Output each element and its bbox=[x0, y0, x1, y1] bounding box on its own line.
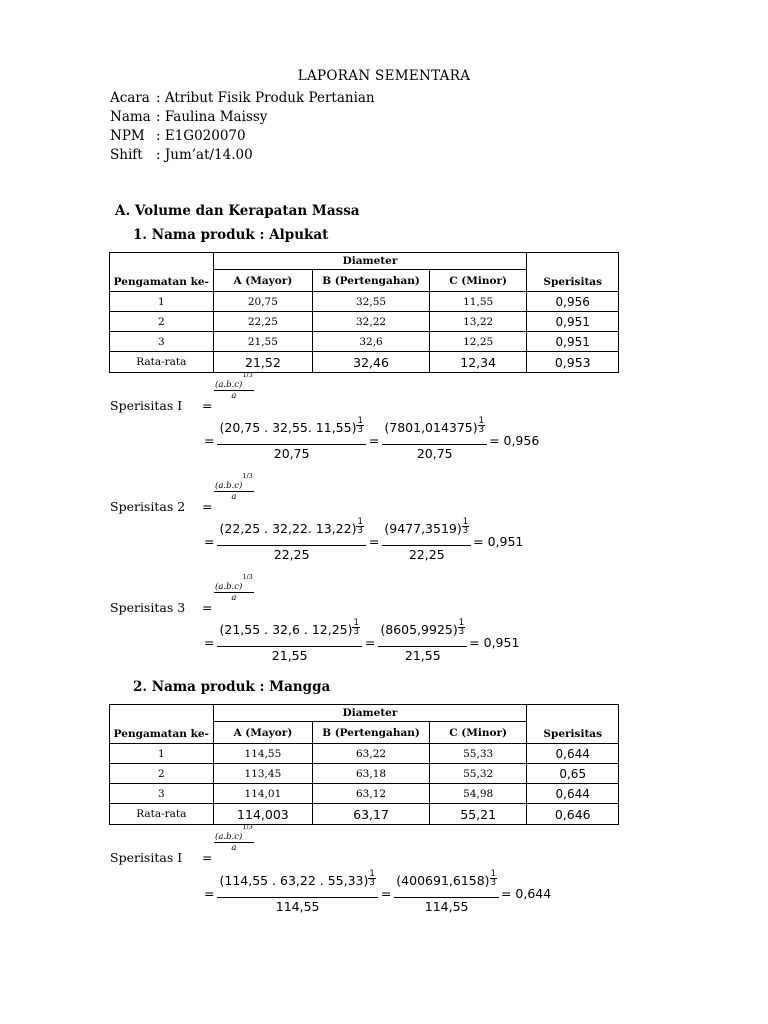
exp-num: 1 bbox=[458, 618, 465, 628]
table-row bbox=[110, 784, 619, 804]
calc-fraction-2 bbox=[382, 416, 487, 461]
col-header-observation: Pengamatan ke- bbox=[110, 705, 214, 744]
cell-sphericity: 0,644 bbox=[527, 744, 619, 764]
equals: = bbox=[204, 433, 215, 448]
cell-obs: 3 bbox=[110, 332, 214, 352]
col-header-observation: Pengamatan ke- bbox=[110, 253, 214, 292]
cell-avg-c: 55,21 bbox=[429, 804, 527, 825]
exp-den: 3 bbox=[462, 526, 469, 536]
calc-fraction-2 bbox=[394, 869, 499, 914]
info-label: Acara bbox=[110, 90, 150, 106]
info-nama bbox=[110, 109, 267, 125]
cell-c: 54,98 bbox=[429, 784, 527, 804]
calc-value: (7801,014375) bbox=[384, 420, 478, 435]
info-value: : Faulina Maissy bbox=[156, 109, 268, 125]
calc-row bbox=[201, 618, 520, 663]
col-header-a: A (Mayor) bbox=[213, 722, 313, 744]
calc-product: (22,25 . 32,22. 13,22) bbox=[219, 521, 357, 536]
equals: = bbox=[364, 635, 376, 650]
exp-den: 3 bbox=[490, 878, 496, 888]
cell-avg-sphericity: 0,953 bbox=[527, 352, 619, 373]
cell-avg-sphericity: 0,646 bbox=[527, 804, 619, 825]
info-label: Nama bbox=[110, 109, 151, 125]
calc-value: (8605,9925) bbox=[380, 622, 458, 637]
equals: = bbox=[204, 886, 215, 901]
formula-eq: = bbox=[202, 600, 213, 615]
exp-num: 1 bbox=[242, 472, 247, 480]
calc-result: = 0,644 bbox=[500, 886, 552, 901]
info-acara bbox=[110, 90, 375, 106]
col-header-sphericity: Sperisitas bbox=[527, 253, 619, 292]
col-header-diameter: Diameter bbox=[213, 253, 527, 270]
info-label: NPM bbox=[110, 128, 145, 144]
table-row bbox=[110, 744, 619, 764]
cell-sphericity: 0,951 bbox=[527, 332, 619, 352]
formula-denominator: a bbox=[231, 592, 237, 603]
cell-c: 13,22 bbox=[429, 312, 527, 332]
exp-num: 1 bbox=[242, 823, 247, 831]
equals: = bbox=[380, 886, 392, 901]
cell-b: 63,18 bbox=[313, 764, 430, 784]
exp-den: 3 bbox=[248, 823, 253, 831]
cell-b: 32,22 bbox=[313, 312, 430, 332]
exp-num: 1 bbox=[490, 869, 496, 879]
section-heading: A. Volume dan Kerapatan Massa bbox=[115, 203, 360, 219]
sphericity-formula: $\frac{(a.b.c)^{1/3}}{a}$ bbox=[215, 371, 253, 401]
exp-den: 3 bbox=[248, 371, 253, 379]
calc-result: = 0,951 bbox=[473, 534, 524, 549]
col-header-c: C (Minor) bbox=[429, 722, 527, 744]
equals: = bbox=[204, 635, 215, 650]
exp-num: 1 bbox=[353, 618, 359, 628]
info-value: : E1G020070 bbox=[156, 128, 246, 144]
calc-denominator: 114,55 bbox=[424, 899, 469, 914]
table-row bbox=[110, 312, 619, 332]
alpukat-table bbox=[109, 252, 619, 373]
calc-fraction-2 bbox=[378, 618, 467, 663]
exp-num: 1 bbox=[357, 517, 363, 527]
mangga-table bbox=[109, 704, 619, 825]
col-header-c: C (Minor) bbox=[429, 270, 527, 292]
table-row-average bbox=[110, 804, 619, 825]
formula-label: Sperisitas 3 bbox=[110, 600, 186, 615]
exp-den: 3 bbox=[353, 627, 359, 637]
info-value: : Jum’at/14.00 bbox=[156, 147, 253, 163]
cell-obs: 2 bbox=[110, 764, 214, 784]
formula-label: Sperisitas I bbox=[110, 398, 183, 413]
formula-numerator: (a.b.c) bbox=[215, 379, 243, 390]
cell-obs: 2 bbox=[110, 312, 214, 332]
cell-a: 114,01 bbox=[213, 784, 313, 804]
col-header-sphericity: Sperisitas bbox=[527, 705, 619, 744]
exp-num: 1 bbox=[462, 517, 469, 527]
calc-value: (400691,6158) bbox=[396, 873, 490, 888]
formula-eq: = bbox=[202, 850, 213, 865]
cell-sphericity: 0,951 bbox=[527, 312, 619, 332]
calc-row bbox=[201, 416, 540, 461]
cell-sphericity: 0,956 bbox=[527, 292, 619, 312]
calc-fraction-1 bbox=[217, 618, 361, 663]
cell-avg-c: 12,34 bbox=[429, 352, 527, 373]
cell-avg-label: Rata-rata bbox=[110, 352, 214, 373]
calc-product: (20,75 . 32,55. 11,55) bbox=[219, 420, 357, 435]
info-label: Shift bbox=[110, 147, 143, 163]
cell-avg-a: 21,52 bbox=[213, 352, 313, 373]
formula-denominator: a bbox=[231, 842, 237, 853]
cell-c: 55,33 bbox=[429, 744, 527, 764]
cell-a: 20,75 bbox=[213, 292, 313, 312]
calc-denominator: 20,75 bbox=[273, 446, 310, 461]
calc-denominator: 114,55 bbox=[275, 899, 320, 914]
equals: = bbox=[368, 433, 380, 448]
calc-row bbox=[201, 517, 524, 562]
calc-result: = 0,956 bbox=[489, 433, 540, 448]
table-row-average bbox=[110, 352, 619, 373]
info-npm bbox=[110, 128, 246, 144]
cell-c: 12,25 bbox=[429, 332, 527, 352]
product-heading-alpukat: 1. Nama produk : Alpukat bbox=[133, 227, 329, 243]
exp-num: 1 bbox=[242, 573, 247, 581]
cell-a: 114,55 bbox=[213, 744, 313, 764]
cell-b: 32,6 bbox=[313, 332, 430, 352]
calc-row bbox=[201, 869, 552, 914]
cell-avg-label: Rata-rata bbox=[110, 804, 214, 825]
cell-avg-a: 114,003 bbox=[213, 804, 313, 825]
calc-denominator: 22,25 bbox=[273, 547, 310, 562]
exp-den: 3 bbox=[458, 627, 465, 637]
product-heading-mangga: 2. Nama produk : Mangga bbox=[133, 679, 331, 695]
calc-denominator: 21,55 bbox=[404, 648, 441, 663]
exp-den: 3 bbox=[357, 425, 363, 435]
exp-den: 3 bbox=[478, 425, 485, 435]
cell-b: 32,55 bbox=[313, 292, 430, 312]
exp-den: 3 bbox=[248, 573, 253, 581]
formula-numerator: (a.b.c) bbox=[215, 581, 243, 592]
formula-numerator: (a.b.c) bbox=[215, 831, 243, 842]
calc-fraction-1 bbox=[217, 517, 365, 562]
cell-c: 55,32 bbox=[429, 764, 527, 784]
calc-product: (21,55 . 32,6 . 12,25) bbox=[219, 622, 353, 637]
formula-label: Sperisitas 2 bbox=[110, 499, 186, 514]
formula-label: Sperisitas I bbox=[110, 850, 183, 865]
cell-obs: 1 bbox=[110, 292, 214, 312]
cell-b: 63,12 bbox=[313, 784, 430, 804]
cell-b: 63,22 bbox=[313, 744, 430, 764]
formula-denominator: a bbox=[231, 491, 237, 502]
calc-value: (9477,3519) bbox=[384, 521, 462, 536]
info-value: : Atribut Fisik Produk Pertanian bbox=[156, 90, 375, 106]
exp-den: 3 bbox=[369, 878, 375, 888]
formula-eq: = bbox=[202, 499, 213, 514]
calc-product: (114,55 . 63,22 . 55,33) bbox=[219, 873, 369, 888]
exp-num: 1 bbox=[357, 416, 363, 426]
col-header-b: B (Pertengahan) bbox=[313, 722, 430, 744]
formula-numerator: (a.b.c) bbox=[215, 480, 243, 491]
exp-num: 1 bbox=[242, 371, 247, 379]
calc-fraction-1 bbox=[217, 416, 365, 461]
cell-c: 11,55 bbox=[429, 292, 527, 312]
exp-den: 3 bbox=[248, 472, 253, 480]
equals: = bbox=[368, 534, 380, 549]
equals: = bbox=[204, 534, 215, 549]
sphericity-formula: $\frac{(a.b.c)^{1/3}}{a}$ bbox=[215, 823, 253, 853]
cell-obs: 1 bbox=[110, 744, 214, 764]
page-title: LAPORAN SEMENTARA bbox=[297, 68, 471, 84]
calc-fraction-1 bbox=[217, 869, 377, 914]
info-shift bbox=[110, 147, 253, 163]
exp-num: 1 bbox=[478, 416, 485, 426]
calc-denominator: 20,75 bbox=[416, 446, 453, 461]
col-header-b: B (Pertengahan) bbox=[313, 270, 430, 292]
calc-denominator: 21,55 bbox=[271, 648, 308, 663]
cell-a: 22,25 bbox=[213, 312, 313, 332]
cell-a: 113,45 bbox=[213, 764, 313, 784]
cell-avg-b: 32,46 bbox=[313, 352, 430, 373]
table-row bbox=[110, 292, 619, 312]
cell-sphericity: 0,644 bbox=[527, 784, 619, 804]
col-header-diameter: Diameter bbox=[213, 705, 527, 722]
calc-result: = 0,951 bbox=[469, 635, 520, 650]
calc-denominator: 22,25 bbox=[408, 547, 445, 562]
table-row bbox=[110, 764, 619, 784]
sphericity-formula: $\frac{(a.b.c)^{1/3}}{a}$ bbox=[215, 573, 253, 603]
calc-fraction-2 bbox=[382, 517, 471, 562]
exp-den: 3 bbox=[357, 526, 363, 536]
col-header-a: A (Mayor) bbox=[213, 270, 313, 292]
cell-obs: 3 bbox=[110, 784, 214, 804]
cell-sphericity: 0,65 bbox=[527, 764, 619, 784]
exp-num: 1 bbox=[369, 869, 375, 879]
sphericity-formula: $\frac{(a.b.c)^{1/3}}{a}$ bbox=[215, 472, 253, 502]
table-row bbox=[110, 332, 619, 352]
formula-eq: = bbox=[202, 398, 213, 413]
cell-avg-b: 63,17 bbox=[313, 804, 430, 825]
formula-denominator: a bbox=[231, 390, 237, 401]
cell-a: 21,55 bbox=[213, 332, 313, 352]
